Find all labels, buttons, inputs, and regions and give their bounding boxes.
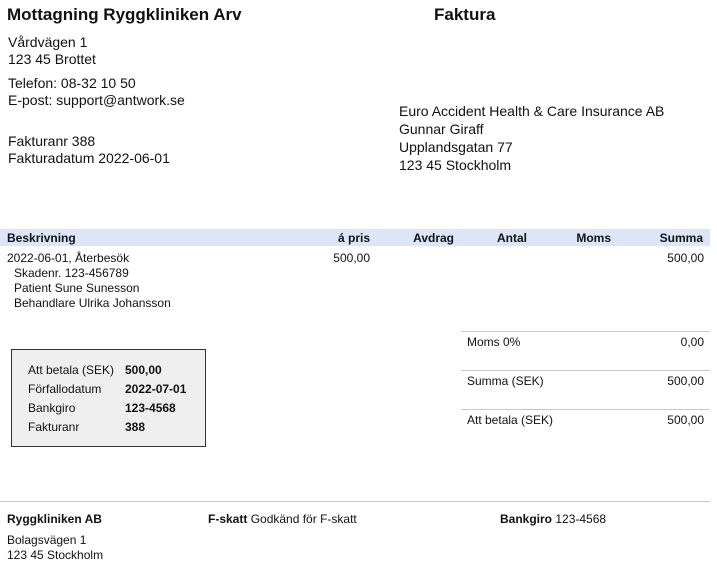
table-header bbox=[0, 229, 710, 246]
sum-label: Summa (SEK) bbox=[467, 374, 544, 388]
row-detail: Patient Sune Sunesson bbox=[14, 281, 140, 295]
recipient-company: Euro Accident Health & Care Insurance AB bbox=[399, 103, 665, 119]
pay-label: Förfallodatum bbox=[28, 382, 102, 396]
bankgiro-value: 123-4568 bbox=[555, 512, 607, 526]
sum-value: 500,00 bbox=[667, 374, 704, 388]
footer-street: Bolagsvägen 1 bbox=[7, 533, 87, 547]
pay-value: 123-4568 bbox=[125, 401, 176, 415]
divider bbox=[461, 331, 710, 332]
divider bbox=[461, 370, 710, 371]
col-quantity: Antal bbox=[497, 231, 527, 245]
row-description: 2022-06-01, Återbesök bbox=[7, 251, 130, 265]
col-total: Summa bbox=[659, 231, 703, 245]
sender-phone: Telefon: 08-32 10 50 bbox=[8, 75, 136, 91]
invoice-number: Fakturanr 388 bbox=[8, 133, 96, 149]
pay-value: 388 bbox=[125, 420, 146, 434]
footer-divider bbox=[0, 501, 710, 502]
row-total: 500,00 bbox=[667, 251, 704, 265]
invoice-date: Fakturadatum 2022-06-01 bbox=[8, 150, 170, 166]
footer-postal: 123 45 Stockholm bbox=[7, 548, 104, 562]
footer-company: Ryggkliniken AB bbox=[7, 512, 102, 526]
pay-label: Bankgiro bbox=[28, 401, 76, 415]
clinic-name: Mottagning Ryggkliniken Arv bbox=[7, 5, 242, 24]
row-unit-price: 500,00 bbox=[333, 251, 370, 265]
bankgiro-label: Bankgiro bbox=[500, 512, 553, 526]
fskatt-label: F-skatt bbox=[208, 512, 248, 526]
pay-label: Att betala (SEK) bbox=[28, 363, 115, 377]
vat-label: Moms 0% bbox=[467, 335, 521, 349]
recipient-postal: 123 45 Stockholm bbox=[399, 157, 512, 173]
pay-label: Fakturanr bbox=[28, 420, 80, 434]
payment-summary-box bbox=[11, 349, 206, 447]
due-label: Att betala (SEK) bbox=[467, 413, 554, 427]
recipient-contact: Gunnar Giraff bbox=[399, 121, 484, 137]
sender-street: Vårdvägen 1 bbox=[8, 34, 88, 50]
divider bbox=[461, 409, 710, 410]
sender-email: E-post: support@antwork.se bbox=[8, 92, 185, 108]
footer-fskatt bbox=[208, 512, 357, 527]
row-detail: Behandlare Ulrika Johansson bbox=[14, 296, 171, 310]
col-discount: Avdrag bbox=[413, 231, 454, 245]
pay-value: 2022-07-01 bbox=[125, 382, 187, 396]
row-detail: Skadenr. 123-456789 bbox=[14, 266, 129, 280]
col-description: Beskrivning bbox=[7, 231, 76, 245]
fskatt-value: Godkänd för F-skatt bbox=[250, 512, 357, 526]
document-title: Faktura bbox=[434, 5, 496, 24]
due-value: 500,00 bbox=[667, 413, 704, 427]
col-vat: Moms bbox=[576, 231, 611, 245]
sender-postal: 123 45 Brottet bbox=[8, 51, 96, 67]
pay-value: 500,00 bbox=[125, 363, 162, 377]
vat-value: 0,00 bbox=[680, 335, 704, 349]
recipient-street: Upplandsgatan 77 bbox=[399, 139, 513, 155]
footer-bankgiro bbox=[500, 512, 606, 527]
col-unit-price: á pris bbox=[337, 231, 370, 245]
